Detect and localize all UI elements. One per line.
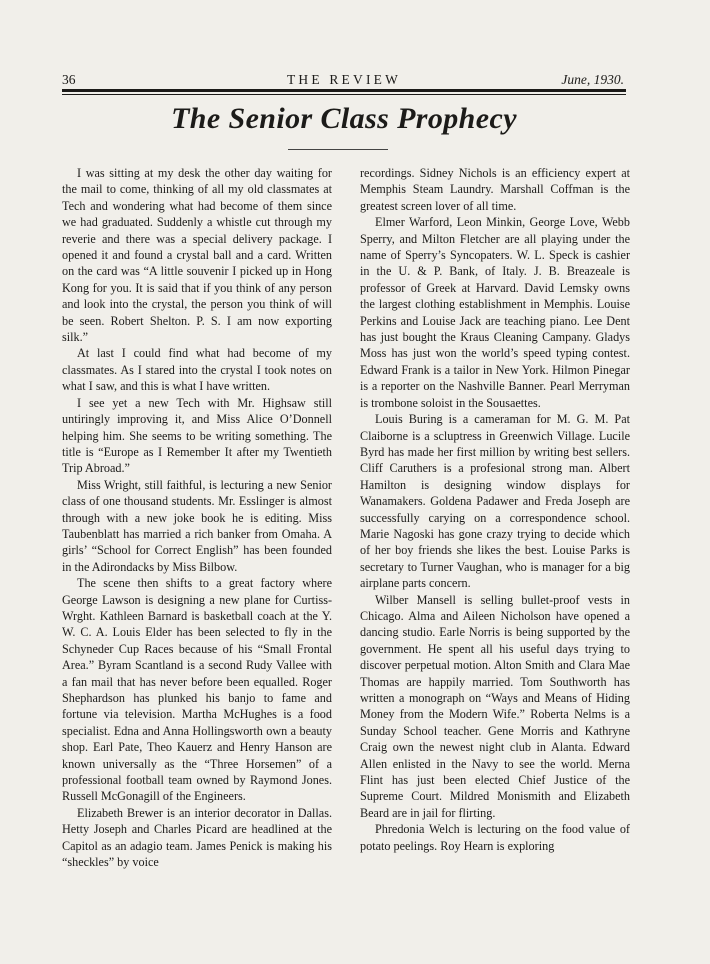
paragraph: Louis Buring is a cameraman for M. G. M. Pat Claiborne is a scluptress in Greenwich Village. Lucile Byrd has made her first million by writing best sellers. Cliff Caruthers is a profesional strong man. Albert Hamilton is designing window displays for Wanamakers. Goldena Padawer and Freda Joseph are successfully carying on a correspondence school. Marie Nagoski has gone crazy trying to decide which of her boy friends she likes the best. Louise Parks is secretary to Turner Vaughan, who is manager for a big airplane parts concern. bbox=[360, 412, 630, 591]
title-underline bbox=[288, 149, 388, 150]
issue-date: June, 1930. bbox=[561, 72, 624, 87]
paragraph: Wilber Mansell is selling bullet-proof vests in Chicago. Alma and Aileen Nicholson have opened a dancing studio. Earle Norris is being supported by the government. He spent all his useful days trying to discover perpetual motion. Alton Smith and Clara Mae Thomas are happily married. Tom Southworth has written a monograph on “Ways and Means of Hiding Money from the Modern Wife.” Roberta Nelms is a Sunday School teacher. Gene Morris and Kathryne Craig own the newest night club in Alanta. Edward Allen enlisted in the Navy to see the world. Merna Flint has just been elected Chief Justice of the Supreme Court. Mildred Monismith and Elizabeth Beard are in jail for flirting. bbox=[360, 592, 630, 820]
paragraph: recordings. Sidney Nichols is an efficiency expert at Memphis Steam Laundry. Marshall Coffman is the greatest screen lover of all time. bbox=[360, 166, 630, 213]
journal-title: THE REVIEW bbox=[286, 72, 402, 87]
left-column bbox=[62, 165, 332, 870]
paragraph: Phredonia Welch is lecturing on the food value of potato peelings. Roy Hearn is exploring bbox=[360, 822, 630, 853]
paragraph: Elizabeth Brewer is an interior decorator in Dallas. Hetty Joseph and Charles Picard are headlined at the Capitol as an adagio team. James Penick is making his “sheckles” by voice bbox=[62, 805, 332, 870]
page-number: 36 bbox=[62, 72, 76, 87]
paragraph: Elmer Warford, Leon Minkin, George Love, Webb Sperry, and Milton Fletcher are all playing under the name of Sperry’s Syncopaters. W. L. Speck is cashier in the U. & P. Bank, of Italy. J. B. Breazeale is professor of Greek at Harvard. David Lemsky owns the largest clothing establishment in Memphis. Louise Perkins and Louise Jack are teaching piano. Lee Dent has just bought the Kraus Cleaning Campany. Gladys Moss has just won the world’s speed typing contest. Edward Frank is a tailor in New York. Hilmon Pinegar is a reporter on the Nashville Banner. Pearl Merryman is trombone soloist in the Sousaettes. bbox=[360, 215, 630, 410]
paragraph: At last I could find what had become of my classmates. As I stared into the crystal I took notes on what I saw, and this is what I have written. bbox=[62, 346, 332, 394]
header-rule-thick bbox=[62, 89, 626, 92]
header-rule-thin bbox=[62, 94, 626, 95]
paragraph: The scene then shifts to a great factory where George Lawson is designing a new plane for Curtiss-Wrght. Kathleen Barnard is basketball coach at the Y. W. C. A. Louis Elder has been selected to fly in the Schyneder Cup Races because of his “Small Frontal Area.” Byram Scantland is a second Rudy Vallee with a fan mail that has never before been equalled. Roger Shephardson has plunked his banjo to fame and fortune via television. Martha McHughes is a food specialist. Edna and Anna Hollingsworth own a beauty shop. Earl Pate, Theo Kauerz and Henry Hanson are known universally as the “Three Horsemen” of a professional football team owned by Raymond Jones. Russell McGonagill of the Engineers. bbox=[62, 576, 332, 804]
right-column bbox=[360, 165, 630, 854]
article-title: The Senior Class Prophecy bbox=[171, 102, 517, 135]
paragraph: I see yet a new Tech with Mr. Highsaw still untiringly improving it, and Miss Alice O’Donnell helping him. She seems to be writing something. The title is “Europe as I Remember It after my Twentieth Trip Abroad.” bbox=[62, 395, 332, 476]
paragraph: I was sitting at my desk the other day waiting for the mail to come, thinking of all my old classmates at Tech and wondering what had become of them since we had graduated. Suddenly a whistle cut through my reverie and there was a special delivery package. I opened it and found a crystal ball and a card. Written on the card was “A little souvenir I picked up in Hong Kong for you. It is said that if you think of any person and look into the crystal, the person you think of will be seen. Robert Shelton. P. S. I am now exporting silk.” bbox=[62, 166, 332, 345]
running-header bbox=[62, 72, 626, 90]
paragraph: Miss Wright, still faithful, is lecturing a new Senior class of one thousand students. Mr. Esslinger is almost through with a new joke book he is editing. Miss Taubenblatt has married a rich banker from Omaha. A girls’ “School for Correct English” has been founded in the Adirondacks by Miss Bilbow. bbox=[62, 477, 332, 574]
